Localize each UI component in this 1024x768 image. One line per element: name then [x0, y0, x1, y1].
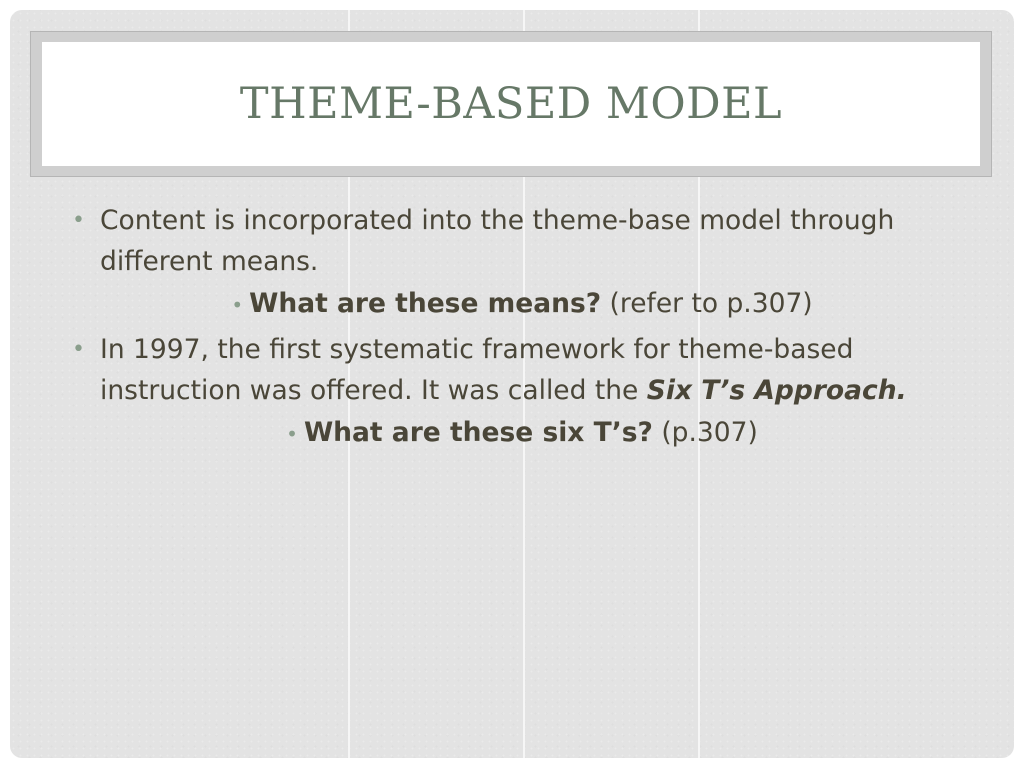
sub-bullet-question: What are these six T’s?	[303, 417, 653, 448]
sub-bullet-item	[72, 283, 972, 326]
bullet-dot-icon: •	[72, 208, 85, 233]
bullet-item	[72, 329, 972, 411]
title-frame	[30, 31, 992, 177]
bullet-dot-icon: •	[231, 293, 244, 317]
bullet-dot-icon: •	[72, 337, 85, 362]
bullet-item	[72, 200, 972, 282]
sub-bullet-item	[72, 412, 972, 455]
bullet-text: Content is incorporated into the theme-base model through different means.	[100, 205, 895, 277]
slide-content	[72, 200, 972, 458]
bullet-emphasis: Six T’s Approach.	[646, 375, 907, 406]
sub-bullet-reference: (p.307)	[652, 417, 758, 448]
title-box	[42, 42, 980, 166]
slide-title: THEME-BASED MODEL	[239, 79, 783, 129]
bullet-dot-icon: •	[286, 422, 298, 446]
sub-bullet-reference: (refer to p.307)	[601, 288, 813, 319]
slide	[10, 10, 1014, 758]
bullet-text: In 1997, the first systematic framework for theme-based instruction was offered. It was called the	[100, 334, 854, 406]
sub-bullet-question: What are these means?	[249, 288, 602, 319]
